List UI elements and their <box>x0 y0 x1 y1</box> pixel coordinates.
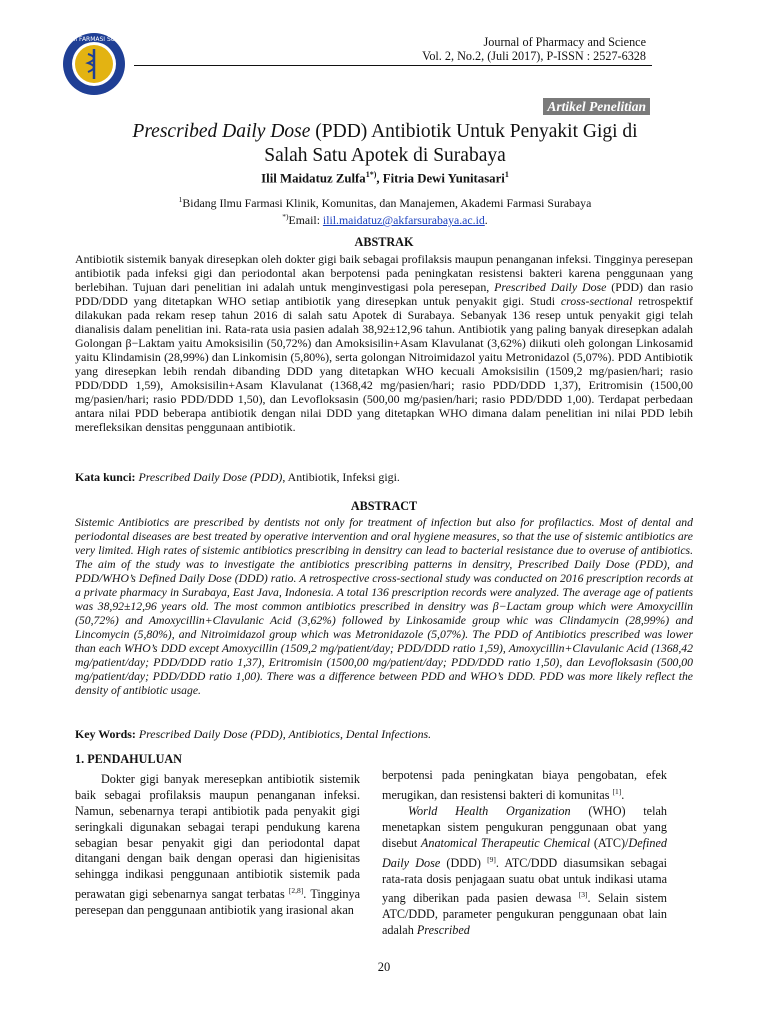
affiliation-block <box>80 193 690 227</box>
academy-logo <box>49 32 139 96</box>
article-type-badge: Artikel Penelitian <box>543 98 650 115</box>
author-2-sup: 1 <box>504 170 509 179</box>
abstrak-italic-2: cross-sectional <box>560 294 633 308</box>
email-end: . <box>484 212 488 227</box>
intro-left-text-end: . Tingginya peresepan dan penggunaan antibiotik yang irasional akan <box>75 887 360 918</box>
abstrak-heading: ABSTRAK <box>354 235 414 249</box>
who-italic: World Health Organization <box>408 803 571 818</box>
email-label: Email: <box>288 212 323 227</box>
abstrak-part-1: Antibiotik sistemik banyak diresepkan oleh dokter gigi baik sebagai profilaksis maupun penanganan infeksi. Tingginya peresepan antibiotik pada infeksi gigi dan periodontal akan berpotensi pada peningkatan resistensi bakteri karena penggunaan yang berlebihan. Tujuan dari penelitian ini adalah untuk menginvestigasi pola peresepan, <box>75 252 693 294</box>
key-words-label: Key Words: <box>75 727 139 741</box>
key-words <box>75 727 693 742</box>
prescribed-italic: Prescribed <box>416 923 470 938</box>
author-2: , Fitria Dewi Yunitasari <box>376 171 505 186</box>
intro-right-t1: (WHO) telah menetapkan sistem pengukuran penggunaan obat yang disebut <box>382 803 667 850</box>
affil-sup: 1 <box>178 195 183 204</box>
journal-header <box>422 35 646 63</box>
intro-right-t2: (ATC)/ <box>590 835 629 850</box>
intro-right-text-1: berpotensi pada peningkatan biaya pengobatan, efek merugikan, dan resistensi bakteri di komunitas <box>382 768 667 802</box>
intro-left-paragraph <box>75 772 360 919</box>
intro-left-ref: [2,8] <box>288 886 304 896</box>
intro-left-column <box>75 752 360 919</box>
page-number: 20 <box>377 960 391 974</box>
atc-italic: Anatomical Therapeutic Chemical <box>420 835 591 850</box>
article-title <box>80 120 690 168</box>
kata-kunci <box>75 470 693 485</box>
intro-heading: 1. PENDAHULUAN <box>75 752 182 766</box>
journal-volume: Vol. 2, No.2, (Juli 2017), P-ISSN : 2527-6328 <box>422 49 646 63</box>
title-line-2: Salah Satu Apotek di Surabaya <box>264 145 506 166</box>
intro-right-ref-2: [9] <box>487 854 496 864</box>
abstrak-part-3: retrospektif dilakukan pada rekam resep tahun 2016 di salah satu Apotek di Surabaya. Sebanyak 136 resep untuk penyakit gigi telah dianalisis dalam penelitian ini. Rata-rata usia pasien adalah 38,92±12,96 tahun. Antibiotik yang paling banyak diresepkan adalah Golongan β−Laktam yaitu Amoksisilin (50,72%) dan Amoksisilin+Asam Klavulanat (3,62%) diikuti oleh golongan Linkosamid yaitu Klindamisin (28,99%) dan Linkomisin (5,80%), serta golongan Nitroimidazol yaitu Metronidazol (5,07%). PDD Antibiotik yang diresepkan lebih rendah dibanding DDD yang ditetapkan WHO kecuali Amoksisilin (1509,2 mg/pasien/hari; rasio PDD/DDD 1,59), Amoksisilin+Asam Klavulanat (1368,42 mg/pasien/hari; rasio PDD/DDD 1,37), Eritromisin (1500,00 mg/pasien/hari; rasio PDD/DDD 1,50), dan Levofloksasin (500,00 mg/pasien/hari; rasio PDD/DDD 1,00). Terdapat perbedaan antara nilai PDD beberapa antibiotik dengan nilai DDD yang ditetapkan WHO dimana dalam penelitian ini nilai PDD lebih merefleksikan densitas penggunaan antibiotik. <box>75 294 693 434</box>
kata-kunci-italic: Prescribed Daily Dose (PDD) <box>138 470 283 484</box>
intro-right-t4: . ATC/DDD diasumsikan sebagai rata-rata dosis penjagaan suatu obat untuk indikasi utama yang diberikan pada pasien dewasa <box>382 855 667 906</box>
logo-text: AKADEMI FARMASI SURABAYA <box>49 36 139 43</box>
intro-right-ref-3: [3] <box>578 890 588 900</box>
abstrak-italic-1: Prescribed Daily Dose <box>494 280 607 294</box>
intro-right-paragraph-1 <box>382 768 667 804</box>
email-sup: *) <box>282 211 289 221</box>
intro-right-t3: (DDD) <box>440 855 488 870</box>
abstract-heading: ABSTRACT <box>350 499 418 513</box>
key-words-text: Prescribed Daily Dose (PDD), Antibiotics, Dental Infections. <box>138 727 432 741</box>
intro-left-text: Dokter gigi banyak meresepkan antibiotik sistemik baik sebagai profilaksis maupun penanganan infeksi. Namun, sebenarnya terapi antibiotik pada penyakit gigi seringkali digunakan sebagai terapi pendukung karena sebagian besar penyakit gigi dan periodontal dapat ditangani dengan baik dengan operasi dan higienisitas sehingga indikasi penggunaan antibiotik sistemik pada perawatan gigi sebenarnya sangat terbatas <box>75 771 360 902</box>
intro-right-column <box>382 768 667 939</box>
email-link[interactable]: ilil.maidatuz@akfarsurabaya.ac.id <box>322 212 485 227</box>
authors <box>80 170 690 186</box>
intro-right-t5: . Selain sistem ATC/DDD, parameter pengukuran penggunaan obat lain adalah <box>382 891 667 938</box>
abstract-text: Sistemic Antibiotics are prescribed by dentists not only for treatment of infection but also for profilactics. Most of dental and periodontal diseases are best treated by operative intervention and oral hygiene measures, so that the use of sistemic antibiotics are very limited. High rates of sistemic antibiotics prescribing in densitry can lead to bacterial resistance due to overuse of antibiotics. The aim of the study was to investigate the antibiotics prescribing patterns in densitry, Prescribed Daily Dose (PDD), and PDD/WHO’s Defined Daily Dose (DDD) ratio. A retrospective cross-sectional study was conducted on 2016 prescription records at a private pharmacy in Surabaya, East Java, Indonesia. A total 136 prescription records were analyzed. The average age of patients was 38,92±12,96 years old. The most common antibiotics prescribed in densitry was β−Lactam group which were Amoxycillin (50,72%) and Amoxycillin+Clavulanic Acid (3,62%) followed by Linkosamide group whic was Clindamycin (28,99%) and Lincomycin (5,80%), and Nitroimidazol group which was Metronidazole (5,07%). The PDD of Antibiotics prescribed was lower than each WHO’s DDD except Amoxycillin (1509,2 mg/patient/day; PDD/DDD ratio 1,59), Amoxycillin+Clavulanic Acid (1368,42 mg/patient/day; PDD/DDD ratio 1,37), Eritromisin (1500,00 mg/patient/day; PDD/DDD ratio 1,50), dan Levofloksasin (500,00 mg/patient/day; PDD/DDD ratio 1,00). There was a difference between PDD and WHO’s DDD. PDD was more likely reflect the density of antibiotic usage. <box>75 516 693 697</box>
title-italic: Prescribed Daily Dose <box>132 121 311 142</box>
intro-right-ref-1: [1] <box>612 786 622 796</box>
kata-kunci-rest: , Antibiotik, Infeksi gigi. <box>282 470 400 484</box>
author-1: Ilil Maidatuz Zulfa <box>261 171 366 186</box>
title-rest: (PDD) Antibiotik Untuk Penyakit Gigi di <box>310 121 638 142</box>
kata-kunci-label: Kata kunci: <box>75 470 139 484</box>
journal-name: Journal of Pharmacy and Science <box>483 35 646 49</box>
header-rule <box>134 65 652 66</box>
abstrak-part-2: (PDD) dan rasio PDD/DDD yang ditetapkan WHO setiap antibiotik yang diresepkan untuk penyakit gigi. Studi <box>75 280 694 308</box>
abstrak-text <box>75 252 693 434</box>
intro-right-paragraph-2 <box>382 804 667 939</box>
affiliation: Bidang Ilmu Farmasi Klinik, Komunitas, dan Manajemen, Akademi Farmasi Surabaya <box>182 195 592 210</box>
author-1-sup: 1*) <box>365 170 377 179</box>
ddd-italic: Defined Daily Dose <box>382 835 667 870</box>
intro-right-text-1-end: . <box>621 787 625 802</box>
